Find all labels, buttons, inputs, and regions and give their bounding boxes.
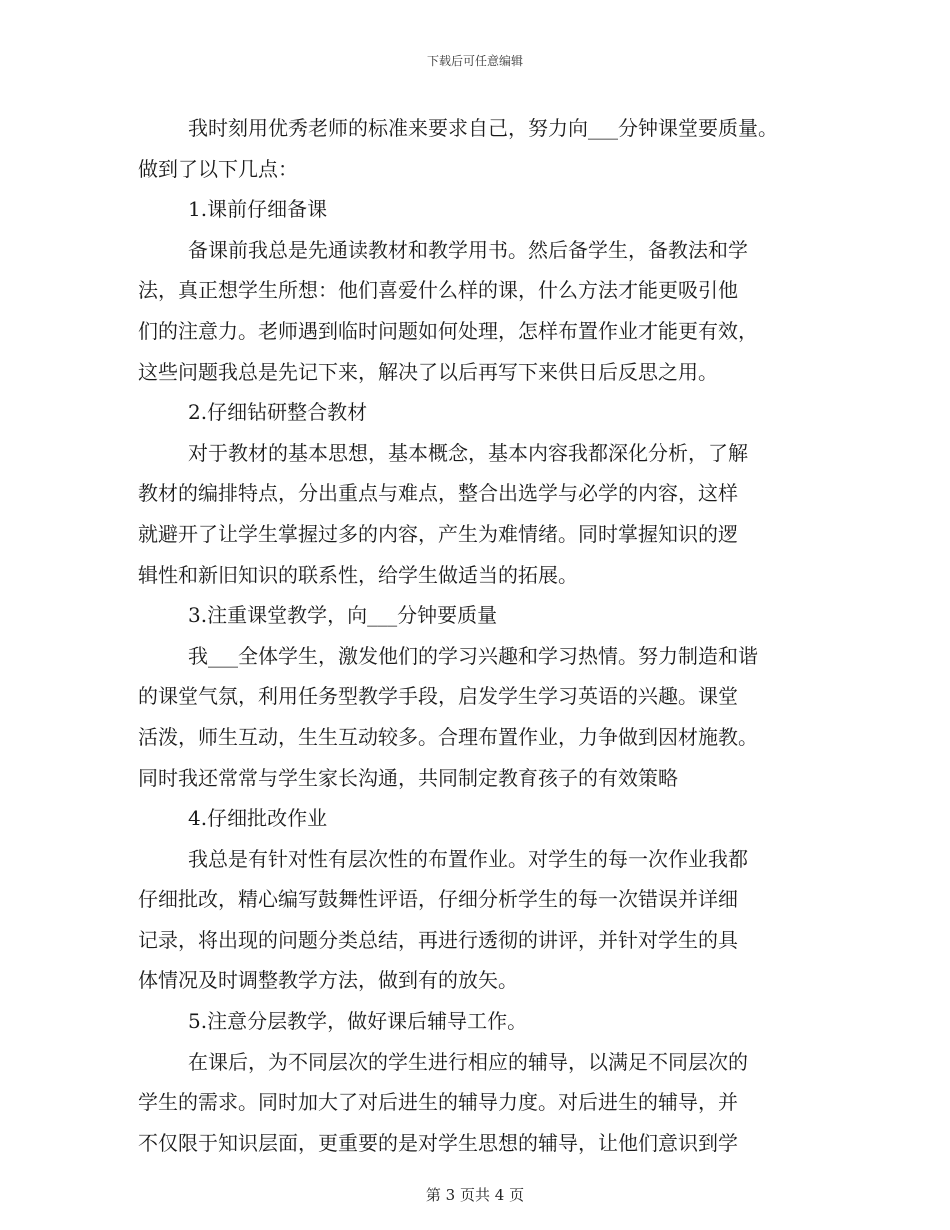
body-line: 仔细批改，精心编写鼓舞性评语，仔细分析学生的每一次错误并详细 — [138, 887, 738, 912]
body-line: 记录，将出现的问题分类总结，再进行透彻的讲评，并针对学生的具 — [138, 927, 738, 952]
body-line: 我时刻用优秀老师的标准来要求自己，努力向___分钟课堂要质量。 — [188, 116, 778, 140]
body-line: 1.课前仔细备课 — [188, 197, 328, 222]
body-line: 3.注重课堂教学，向___分钟要质量 — [188, 603, 498, 628]
body-line: 的课堂气氛，利用任务型教学手段，启发学生学习英语的兴趣。课堂 — [138, 684, 738, 709]
body-line: 备课前我总是先通读教材和教学用书。然后备学生，备教法和学 — [188, 237, 748, 262]
body-line: 体情况及时调整教学方法，做到有的放矢。 — [138, 968, 518, 993]
body-line: 我___全体学生，激发他们的学习兴趣和学习热情。努力制造和谐 — [188, 643, 758, 668]
body-line: 不仅限于知识层面，更重要的是对学生思想的辅导，让他们意识到学 — [138, 1130, 738, 1155]
body-line: 同时我还常常与学生家长沟通，共同制定教育孩子的有效策略 — [138, 765, 678, 790]
body-line: 辑性和新旧知识的联系性，给学生做适当的拓展。 — [138, 562, 578, 587]
body-line: 对于教材的基本思想，基本概念，基本内容我都深化分析，了解 — [188, 440, 748, 465]
body-line: 2.仔细钻研整合教材 — [188, 400, 368, 425]
page-footer: 第 3 页共 4 页 — [425, 1186, 525, 1204]
body-line: 活泼，师生互动，生生互动较多。合理布置作业，力争做到因材施教。 — [138, 724, 758, 749]
body-line: 学生的需求。同时加大了对后进生的辅导力度。对后进生的辅导，并 — [138, 1090, 738, 1115]
body-line: 法，真正想学生所想：他们喜爱什么样的课，什么方法才能更吸引他 — [138, 278, 738, 303]
body-line: 在课后，为不同层次的学生进行相应的辅导，以满足不同层次的 — [188, 1049, 748, 1074]
body-line: 就避开了让学生掌握过多的内容，产生为难情绪。同时掌握知识的逻 — [138, 521, 738, 546]
page-header: 下载后可任意编辑 — [426, 54, 523, 68]
body-line: 们的注意力。老师遇到临时问题如何处理，怎样布置作业才能更有效， — [138, 318, 758, 343]
body-line: 做到了以下几点： — [138, 156, 298, 181]
body-line: 教材的编排特点，分出重点与难点，整合出选学与必学的内容，这样 — [138, 481, 738, 506]
body-line: 4.仔细批改作业 — [188, 806, 328, 831]
body-line: 5.注意分层教学，做好课后辅导工作。 — [188, 1009, 528, 1034]
body-line: 我总是有针对性有层次性的布置作业。对学生的每一次作业我都 — [188, 846, 748, 871]
document-body — [138, 108, 838, 1163]
body-line: 这些问题我总是先记下来，解决了以后再写下来供日后反思之用。 — [138, 359, 718, 384]
